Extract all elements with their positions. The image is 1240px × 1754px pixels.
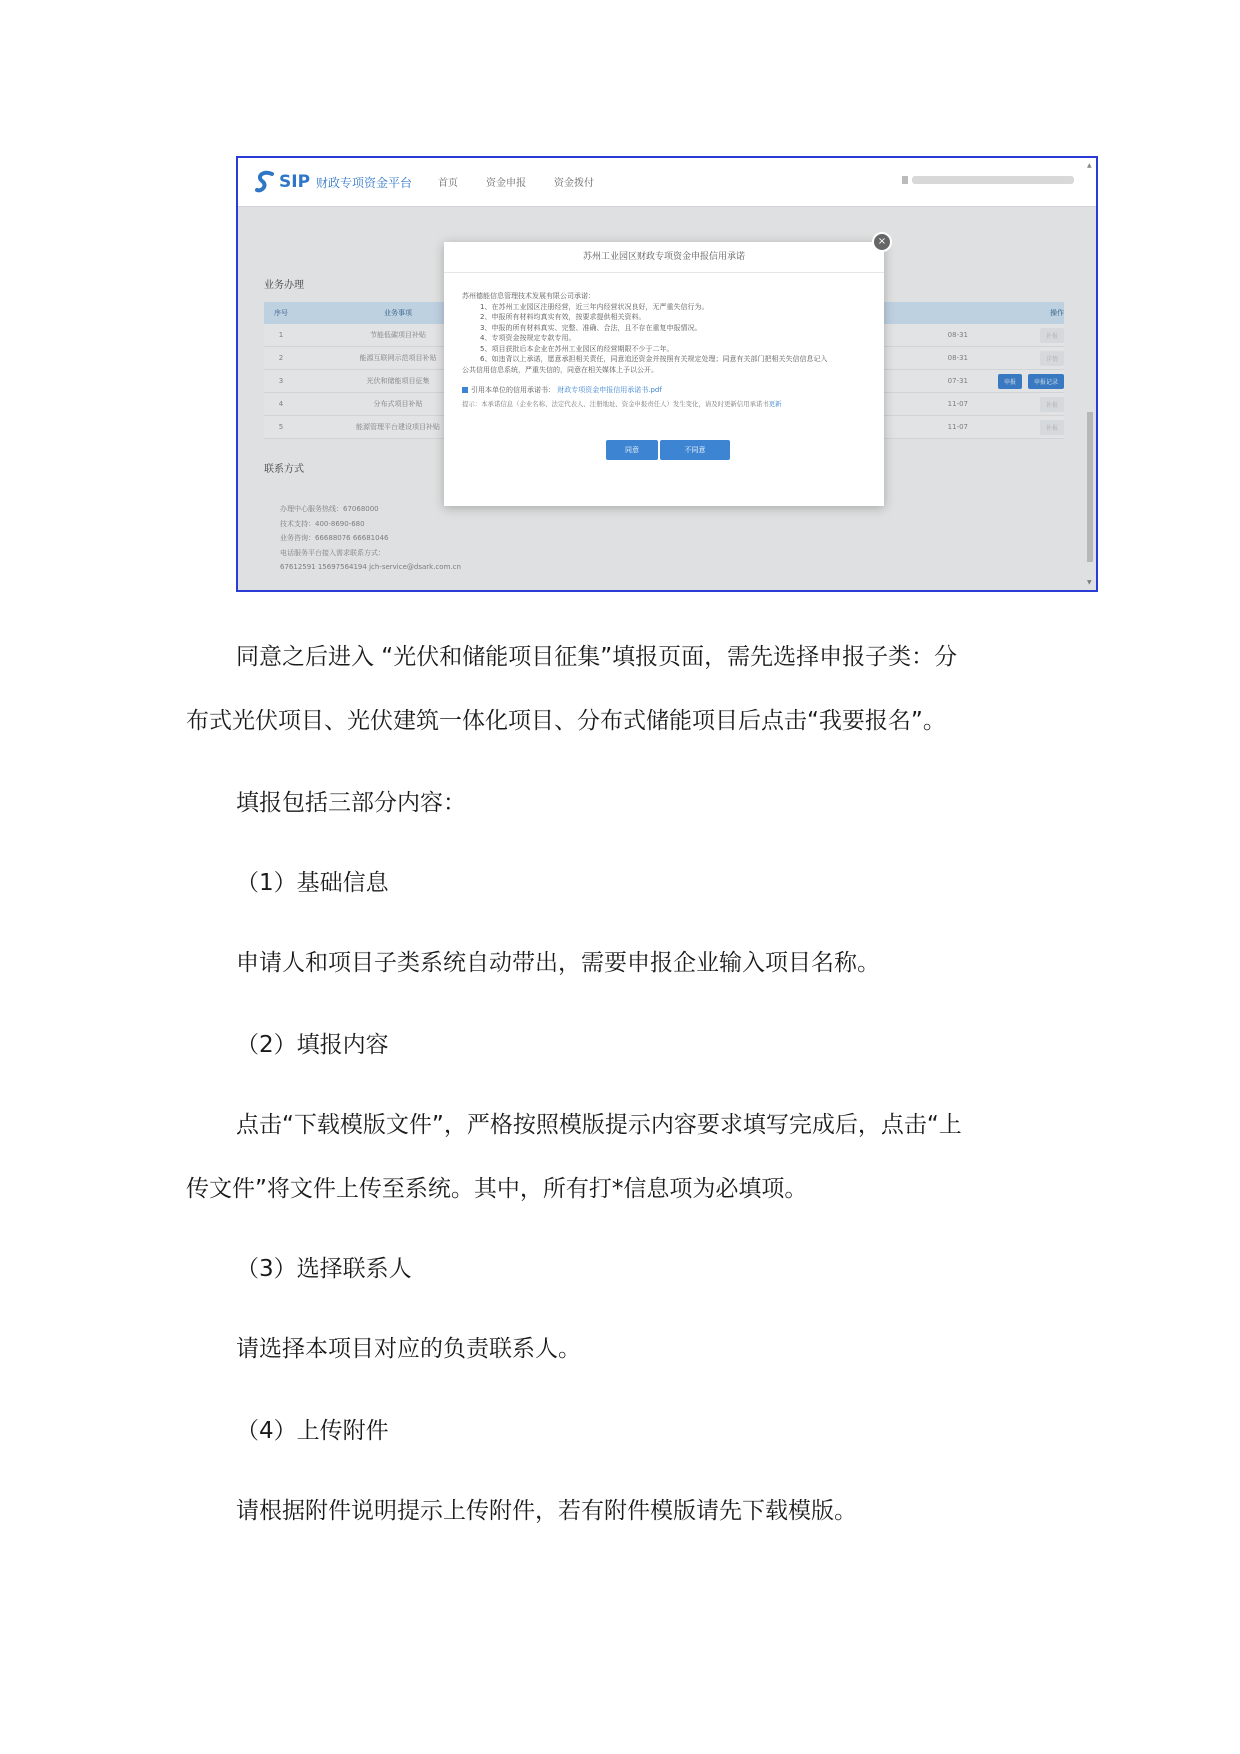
paragraph-line: 传文件”将文件上传至系统。其中，所有打*信息项为必填项。 (186, 1176, 808, 1202)
commitment-item: 1、在苏州工业园区注册经营，近三年内经营状况良好，无严重失信行为。 (480, 302, 709, 311)
check-label: 引用本单位的信用承诺书： (471, 386, 555, 394)
commitment-item: 4、专项资金按规定专款专用。 (480, 334, 576, 342)
commitment-item: 5、项目获批后本企业在苏州工业园区的经营期限不少于二年。 (480, 344, 674, 353)
row-date: 11-07 (947, 423, 968, 431)
row-name: 节能低碳项目补贴 (370, 331, 426, 339)
embedded-screenshot (236, 156, 1098, 592)
commitment-checkbox[interactable] (462, 387, 468, 393)
tip-text: 提示：本承诺信息（企业名称、法定代表人、注册地址、资金申报责任人）发生变化，请及时更新信用承诺书 (462, 399, 769, 408)
paragraph-line: 点击“下载模版文件”，严格按照模版提示内容要求填写完成后，点击“上 (236, 1112, 962, 1138)
row-name: 能源管理平台建设项目补贴 (356, 423, 440, 431)
scroll-up-icon[interactable]: ▲ (1087, 162, 1092, 169)
contact-line: 业务咨询：66688076 66681046 (280, 534, 389, 542)
top-nav (438, 174, 594, 189)
commitment-item: 2、申报所有材料均真实有效，按要求提供相关资料。 (480, 313, 646, 321)
close-icon[interactable]: × (872, 232, 892, 252)
row-no: 3 (278, 377, 284, 385)
agree-button[interactable]: 同意 (606, 440, 658, 460)
user-avatar[interactable] (902, 176, 908, 184)
dialog-tip (462, 399, 866, 410)
heading-select-contact: （3）选择联系人 (236, 1256, 412, 1282)
paragraph-line: 布式光伏项目、光伏建筑一体化项目、分布式储能项目后点击“我要报名”。 (186, 708, 946, 734)
logo-sip-text: SIP (279, 172, 311, 192)
row-no: 1 (278, 331, 284, 339)
commitment-item-tail: 公共信用信息系统，严重失信的，同意在相关媒体上予以公开。 (462, 365, 658, 374)
contact-line: 技术支持：400-8690-680 (280, 519, 365, 528)
contact-line: 电话服务平台接入需求联系方式： (280, 548, 385, 557)
row-action-button[interactable]: 补报 (1040, 328, 1064, 343)
contact-line: 67612591 15697564194 jch-service@dsark.com.cn (280, 563, 461, 571)
top-bar (238, 158, 1096, 207)
paragraph-line: 填报包括三部分内容： (236, 790, 466, 816)
row-date: 08-31 (947, 331, 968, 339)
header-name: 业务事项 (384, 309, 412, 317)
paragraph-line: 同意之后进入 “光伏和储能项目征集”填报页面，需先选择申报子类：分 (236, 644, 958, 670)
nav-home[interactable]: 首页 (438, 178, 458, 189)
logo-platform-name: 财政专项资金平台 (316, 175, 413, 190)
commitment-checkbox-row (462, 385, 866, 396)
commitment-item: 3、申报的所有材料真实、完整、准确、合法，且不存在重复申报情况。 (480, 323, 702, 332)
row-date: 11-07 (947, 400, 968, 408)
heading-basic-info: （1）基础信息 (236, 870, 389, 896)
paragraph-line: 申请人和项目子类系统自动带出，需要申报企业输入项目名称。 (236, 950, 880, 976)
row-action-button[interactable]: 补报 (1040, 397, 1064, 412)
commitment-item: 6、如违背以上承诺，愿意承担相关责任，同意追还资金并按照有关规定处理；同意有关部门把相关失信信息记入 (480, 355, 828, 363)
section-business-title: 业务办理 (264, 280, 304, 291)
dialog-title: 苏州工业园区财政专项资金申报信用承诺 (444, 242, 884, 273)
contact-line: 办理中心服务热线：67068000 (280, 505, 379, 513)
row-date: 08-31 (947, 354, 968, 362)
row-action-button[interactable]: 补报 (1040, 420, 1064, 435)
disagree-button[interactable]: 不同意 (660, 440, 730, 460)
apply-record-button[interactable]: 申报记录 (1028, 374, 1064, 389)
paragraph-line: 请根据附件说明提示上传附件，若有附件模版请先下载模版。 (236, 1498, 857, 1524)
user-info-blurred[interactable] (912, 176, 1074, 184)
nav-fund-payment[interactable]: 资金拨付 (554, 178, 594, 189)
paragraph-line: 请选择本项目对应的负责联系人。 (236, 1336, 581, 1362)
commitment-doc-link[interactable]: 财政专项资金申报信用承诺书.pdf (557, 386, 662, 394)
header-op: 操作 (1050, 309, 1064, 317)
apply-button[interactable]: 申报 (998, 374, 1022, 389)
scroll-down-icon[interactable]: ▼ (1087, 579, 1092, 586)
header-no: 序号 (274, 309, 288, 317)
row-date: 07-31 (947, 377, 968, 385)
dialog-buttons (606, 440, 730, 460)
dialog-intro: 苏州德能信息管理技术发展有限公司承诺： (462, 292, 595, 300)
row-no: 2 (278, 354, 284, 362)
row-action-button[interactable]: 详情 (1040, 351, 1064, 366)
heading-upload-attachment: （4）上传附件 (236, 1418, 389, 1444)
dialog-body (444, 273, 884, 409)
row-name: 分布式项目补贴 (373, 400, 423, 408)
row-no: 4 (278, 400, 284, 408)
credit-commitment-dialog (444, 236, 887, 506)
sip-logo-icon (254, 170, 276, 194)
logo (254, 168, 412, 196)
row-name: 光伏和储能项目征集 (366, 377, 430, 385)
row-name: 能源互联网示范项目补贴 (359, 354, 437, 362)
row-no: 5 (278, 423, 284, 431)
heading-fill-content: （2）填报内容 (236, 1032, 389, 1058)
nav-fund-apply[interactable]: 资金申报 (486, 178, 526, 189)
update-link[interactable]: 更新 (768, 399, 782, 408)
section-contact-title: 联系方式 (264, 464, 304, 475)
